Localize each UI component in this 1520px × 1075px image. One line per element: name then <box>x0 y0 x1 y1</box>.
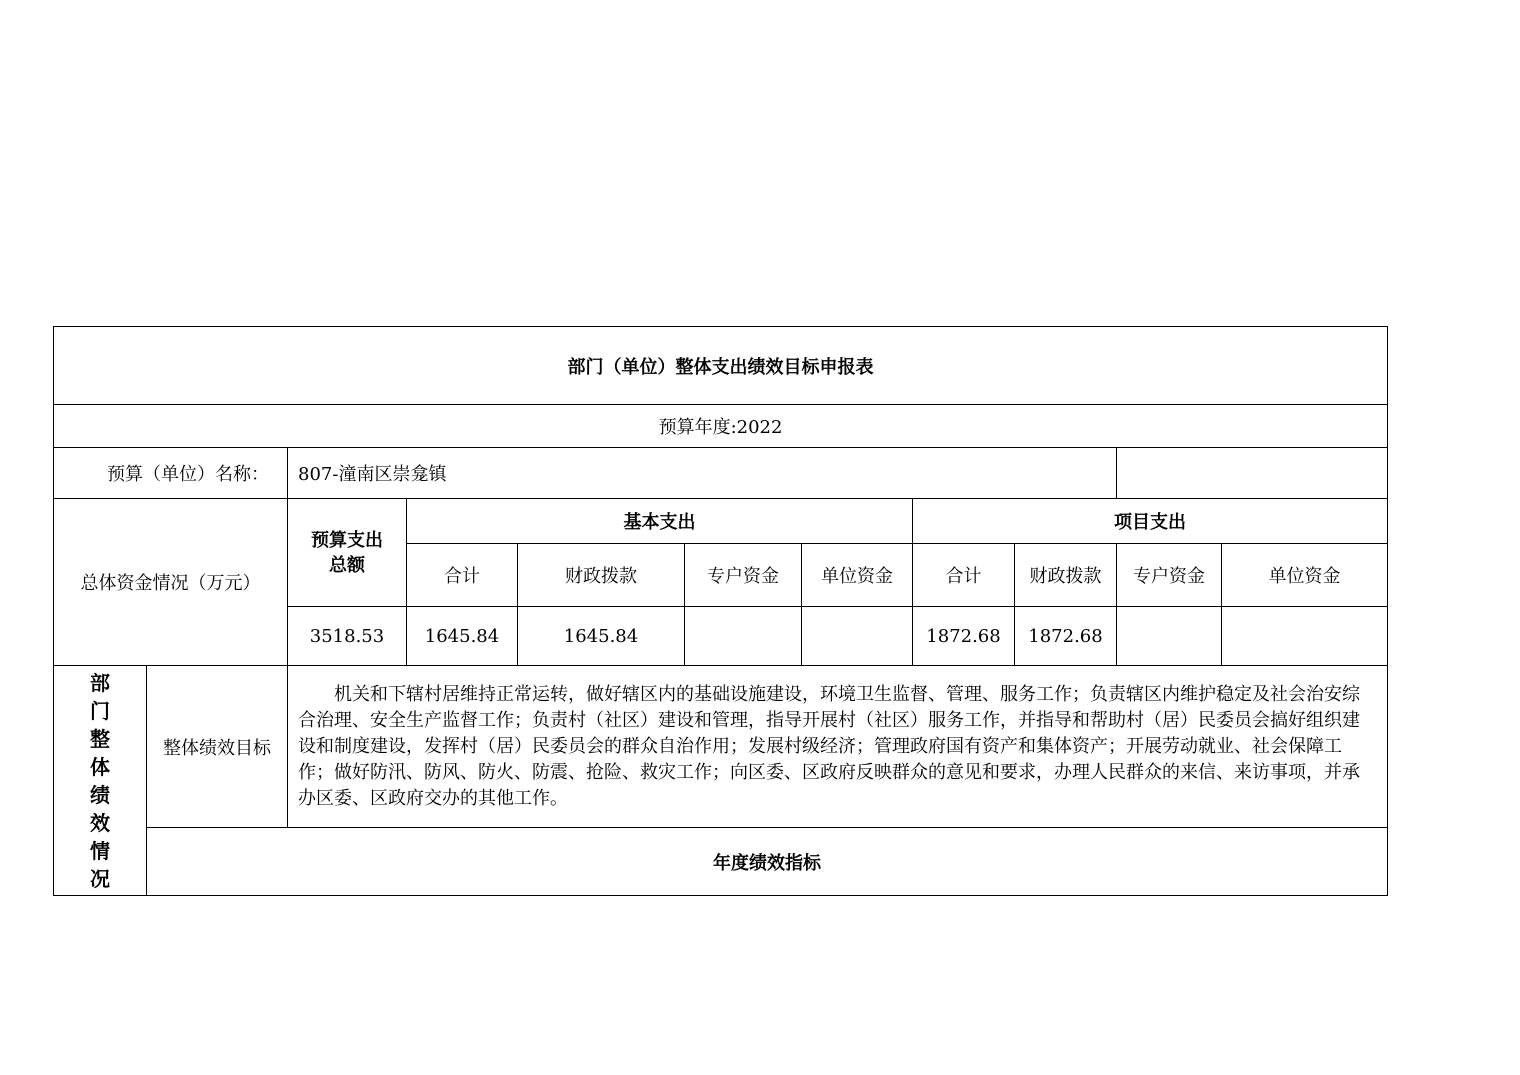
project-special-value <box>1117 607 1222 666</box>
project-fiscal-header: 财政拨款 <box>1015 544 1117 607</box>
basic-total-value: 1645.84 <box>407 607 518 666</box>
project-unit-header: 单位资金 <box>1222 544 1388 607</box>
total-budget-header-text: 预算支出总额 <box>311 529 383 576</box>
basic-fiscal-header: 财政拨款 <box>518 544 685 607</box>
basic-total-header: 合计 <box>407 544 518 607</box>
overall-goal-text: 机关和下辖村居维持正常运转，做好辖区内的基础设施建设，环境卫生监督、管理、服务工作；负责辖区内维护稳定及社会治安综合治理、安全生产监督工作；负责村（社区）建设和管理，指导开展村（社区）服务工作，并指导和帮助村（居）民委员会搞好组织建设和制度建设，发挥村（居）民委员会的群众自治作用；发展村级经济；管理政府国有资产和集体资产；开展劳动就业、社会保障工作；做好防汛、防风、防火、防震、抢险、救灾工作；向区委、区政府反映群众的意见和要求，办理人民群众的来信、来访事项，并承办区委、区政府交办的其他工作。 <box>288 666 1388 828</box>
total-budget-header <box>288 499 407 607</box>
funds-label: 总体资金情况（万元） <box>54 499 288 666</box>
performance-section-label-cell <box>54 666 147 896</box>
project-total-value: 1872.68 <box>913 607 1015 666</box>
basic-unit-header: 单位资金 <box>802 544 913 607</box>
basic-fiscal-value: 1645.84 <box>518 607 685 666</box>
basic-special-header: 专户资金 <box>685 544 802 607</box>
performance-section-label: 部门整体绩效情况 <box>90 670 110 891</box>
basic-special-value <box>685 607 802 666</box>
project-special-header: 专户资金 <box>1117 544 1222 607</box>
annual-indicators-title: 年度绩效指标 <box>147 828 1388 896</box>
form-title: 部门（单位）整体支出绩效目标申报表 <box>54 327 1388 405</box>
unit-name-value: 807-潼南区崇龛镇 <box>288 448 1117 499</box>
project-expense-header: 项目支出 <box>913 499 1388 544</box>
basic-unit-value <box>802 607 913 666</box>
performance-target-form <box>53 326 1388 896</box>
unit-name-extra <box>1117 448 1388 499</box>
unit-name-label: 预算（单位）名称： <box>54 448 288 499</box>
project-total-header: 合计 <box>913 544 1015 607</box>
budget-year: 预算年度:2022 <box>54 405 1388 448</box>
overall-goal-label: 整体绩效目标 <box>147 666 288 828</box>
basic-expense-header: 基本支出 <box>407 499 913 544</box>
project-fiscal-value: 1872.68 <box>1015 607 1117 666</box>
total-budget-value: 3518.53 <box>288 607 407 666</box>
project-unit-value <box>1222 607 1388 666</box>
